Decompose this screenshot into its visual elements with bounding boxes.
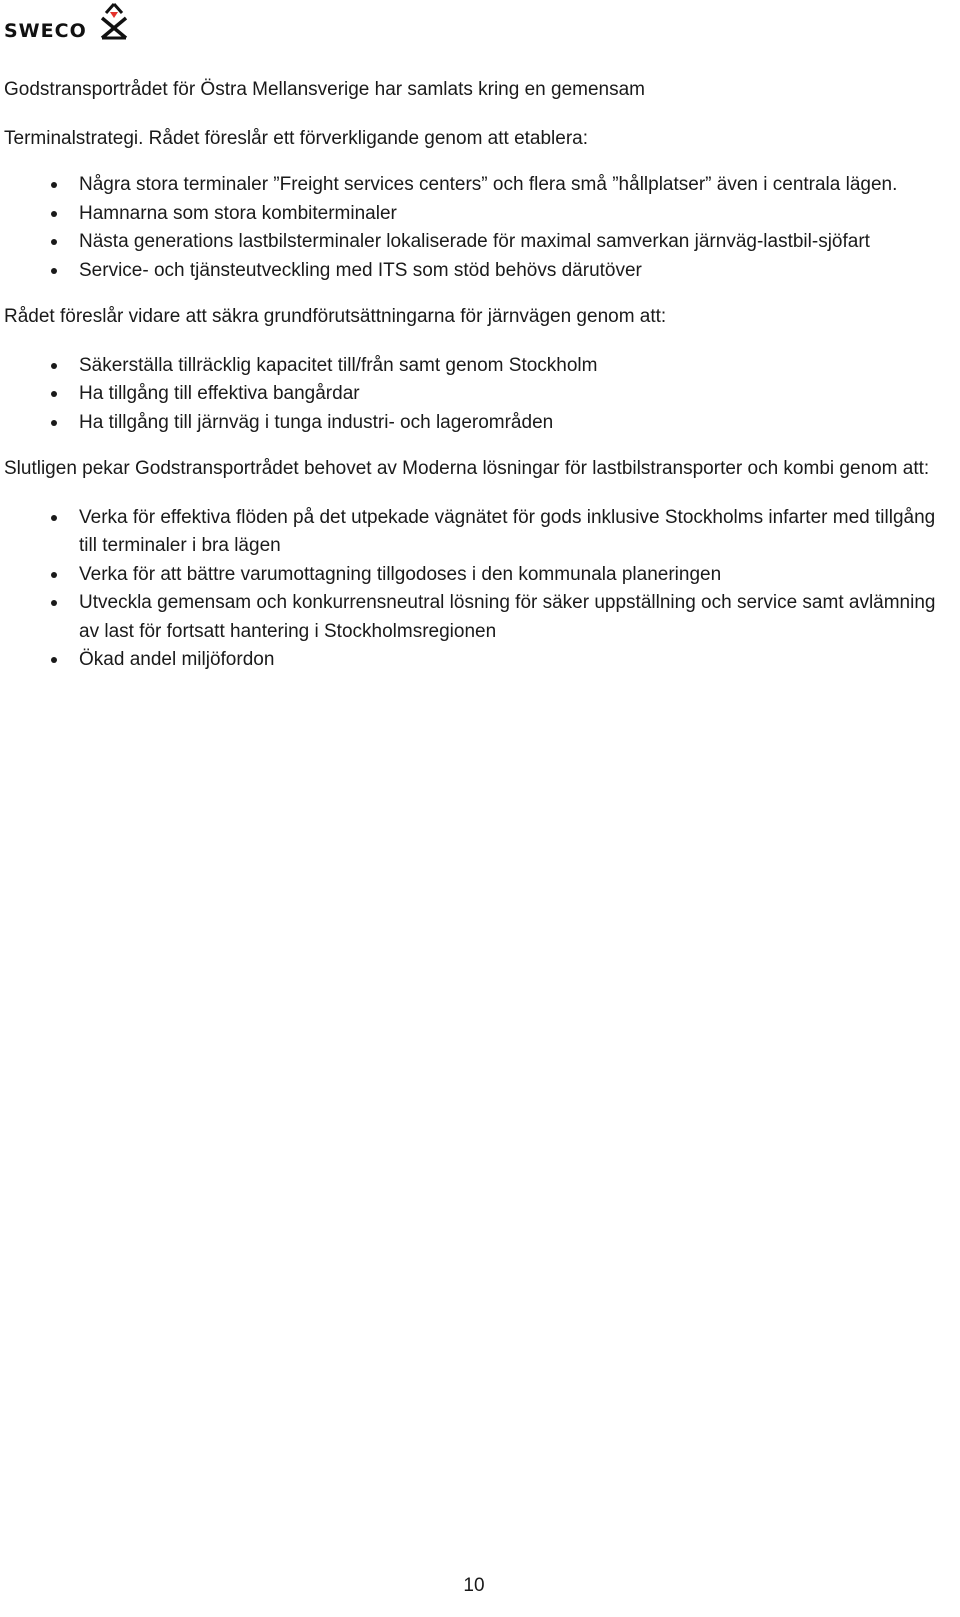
list-item: Säkerställa tillräcklig kapacitet till/från samt genom Stockholm bbox=[4, 352, 949, 381]
truck-paragraph: Slutligen pekar Godstransportrådet behovet av Moderna lösningar för lastbilstransporter och kombi genom att: bbox=[4, 458, 930, 479]
logo-wordmark: SWECO bbox=[4, 20, 87, 42]
intro-line-2: Terminalstrategi. Rådet föreslår ett förverkligande genom att etablera: bbox=[4, 127, 589, 149]
truck-list bbox=[4, 504, 949, 675]
sweco-mark-icon bbox=[96, 2, 132, 42]
list-item: Service- och tjänsteutveckling med ITS som stöd behövs därutöver bbox=[4, 257, 949, 286]
document-body bbox=[4, 76, 949, 675]
list-item: Några stora terminaler ”Freight services centers” och flera små ”hållplatser” även i centrala lägen. bbox=[4, 171, 949, 200]
railway-paragraph: Rådet föreslår vidare att säkra grundförutsättningarna för järnvägen genom att: bbox=[4, 306, 667, 327]
intro-line-1: Godstransportrådet för Östra Mellansverige har samlats kring en gemensam bbox=[4, 79, 645, 100]
page-number: 10 bbox=[463, 1575, 485, 1596]
list-item: Nästa generations lastbilsterminaler lokaliserade för maximal samverkan järnväg-lastbil-sjöfart bbox=[4, 228, 949, 257]
list-item: Hamnarna som stora kombiterminaler bbox=[4, 200, 949, 229]
railway-list bbox=[4, 352, 949, 438]
list-item: Utveckla gemensam och konkurrensneutral lösning för säker uppställning och service samt avlämning av last för fortsatt hantering i Stockholmsregionen bbox=[4, 589, 949, 646]
sweco-logo bbox=[4, 2, 134, 42]
list-item: Ha tillgång till järnväg i tunga industri- och lagerområden bbox=[4, 409, 949, 438]
list-item: Verka för att bättre varumottagning tillgodoses i den kommunala planeringen bbox=[4, 561, 949, 590]
list-item: Ha tillgång till effektiva bangårdar bbox=[4, 380, 949, 409]
list-item: Verka för effektiva flöden på det utpekade vägnätet för gods inklusive Stockholms infarter med tillgång till terminaler i bra lägen bbox=[4, 504, 949, 561]
list-item: Ökad andel miljöfordon bbox=[4, 646, 949, 675]
terminal-strategy-list bbox=[4, 171, 949, 285]
